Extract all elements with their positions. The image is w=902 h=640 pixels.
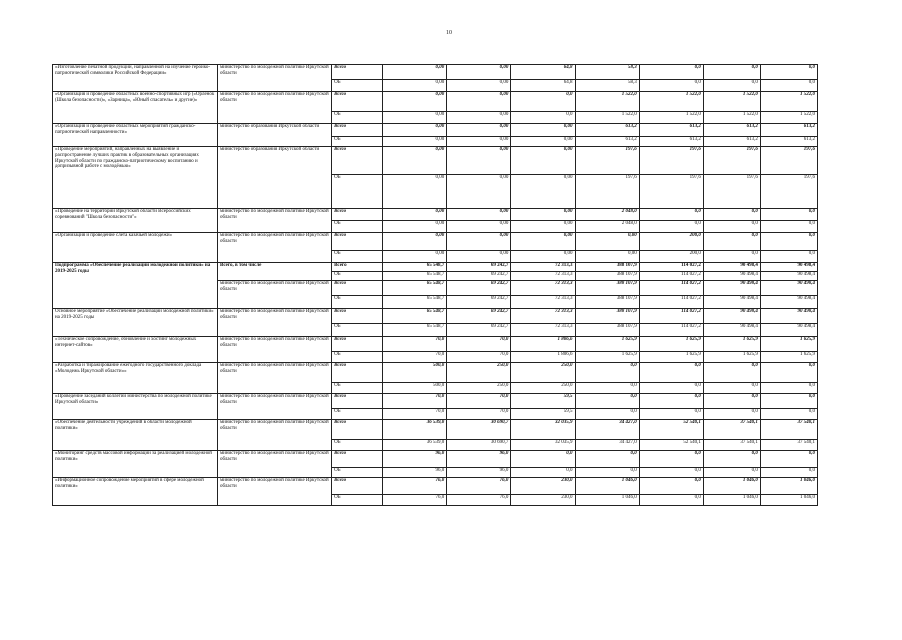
source-total-cell: Всего (332, 363, 383, 383)
value-cell: 1 625,9 (760, 337, 817, 352)
value-cell: 65 548,7 (383, 296, 447, 309)
value-cell: 90 498,4 (703, 324, 760, 337)
activity-cell: «Организация и проведение слета казачьей молодежи» (53, 233, 218, 263)
source-ob-cell: ОБ (332, 112, 383, 124)
activity-cell: «Разработка и тиражирование ежегодного государственного доклада «Молодежь Иркутской области»» (53, 363, 218, 394)
value-cell: 230,0 (511, 495, 575, 506)
value-cell: 90 498,4 (703, 272, 760, 281)
value-cell: 0,0 (575, 383, 639, 394)
value-cell: 0,00 (575, 233, 639, 251)
responsible-cell: министерство образования Иркутской области (218, 147, 332, 209)
value-cell: 0,00 (511, 175, 575, 209)
value-cell: 64,8 (511, 80, 575, 92)
source-ob-cell: ОБ (332, 272, 383, 281)
value-cell: 0,00 (447, 65, 511, 80)
value-cell: 76,0 (447, 495, 511, 506)
value-cell: 613,2 (575, 124, 639, 137)
value-cell: 0,0 (760, 209, 817, 221)
value-cell: 388 107,9 (575, 281, 639, 296)
value-cell: 52 540,1 (639, 440, 703, 451)
responsible-cell: министерство по молодежной политике Иркутской области (218, 394, 332, 420)
value-cell: 70,0 (447, 409, 511, 420)
table-row (53, 209, 818, 221)
value-cell: 613,2 (575, 137, 639, 147)
value-cell: 1 522,0 (575, 92, 639, 112)
source-ob-cell: ОБ (332, 175, 383, 209)
source-ob-cell: ОБ (332, 495, 383, 506)
value-cell: 0,00 (383, 137, 447, 147)
value-cell: 0,0 (511, 468, 575, 478)
value-cell: 32 035,9 (511, 440, 575, 451)
value-cell: 1 625,9 (703, 337, 760, 352)
value-cell: 90 498,4 (703, 309, 760, 324)
value-cell: 2 048,0 (575, 209, 639, 221)
value-cell: 1 046,0 (760, 495, 817, 506)
value-cell: 500,0 (383, 363, 447, 383)
activity-cell: «Техническое сопровождение, обновление и хостинг молодежных интернет-сайтов» (53, 337, 218, 363)
value-cell: 37 540,1 (760, 440, 817, 451)
responsible-cell: министерство по молодежной политике Иркутской области (218, 281, 332, 309)
value-cell: 0,0 (760, 451, 817, 468)
value-cell: 96,0 (447, 468, 511, 478)
table-row (53, 394, 818, 409)
value-cell: 1 046,0 (575, 478, 639, 495)
value-cell: 0,0 (639, 478, 703, 495)
value-cell: 0,00 (447, 124, 511, 137)
source-total-cell: Всего (332, 478, 383, 495)
activity-cell: «Проведение мероприятий, направленных на выявление и распространение лучших практик в образовательных организациях Иркутской области по гражданско-патриотическому воспитанию и допризывной работе с молодёжью» (53, 147, 218, 209)
value-cell: 0,00 (383, 80, 447, 92)
value-cell: 65 548,7 (383, 309, 447, 324)
table-row (53, 451, 818, 468)
value-cell: 0,0 (575, 468, 639, 478)
value-cell: 34 427,0 (575, 440, 639, 451)
value-cell: 65 548,7 (383, 263, 447, 272)
value-cell: 613,2 (703, 124, 760, 137)
value-cell: 96,0 (383, 468, 447, 478)
value-cell: 230,0 (511, 478, 575, 495)
value-cell: 0,00 (447, 233, 511, 251)
source-total-cell: Всего (332, 394, 383, 409)
source-total-cell: Всего (332, 309, 383, 324)
value-cell: 1 806,6 (511, 337, 575, 352)
value-cell: 0,0 (575, 451, 639, 468)
source-total-cell: Всего (332, 92, 383, 112)
source-ob-cell: ОБ (332, 251, 383, 263)
value-cell: 69 242,7 (447, 324, 511, 337)
value-cell: 250,0 (447, 383, 511, 394)
value-cell: 0,0 (703, 468, 760, 478)
source-ob-cell: ОБ (332, 409, 383, 420)
value-cell: 65 548,7 (383, 272, 447, 281)
value-cell: 613,2 (760, 137, 817, 147)
value-cell: 70,0 (383, 352, 447, 363)
value-cell: 388 107,9 (575, 324, 639, 337)
responsible-cell: министерство по молодежной политике Иркутской области (218, 209, 332, 233)
value-cell: 0,0 (575, 409, 639, 420)
value-cell: 0,0 (639, 409, 703, 420)
value-cell: 388 107,9 (575, 272, 639, 281)
value-cell: 30 690,7 (447, 440, 511, 451)
value-cell: 72 313,3 (511, 296, 575, 309)
value-cell: 0,00 (383, 251, 447, 263)
value-cell: 52 540,1 (639, 420, 703, 440)
value-cell: 70,0 (383, 394, 447, 409)
value-cell: 76,0 (383, 495, 447, 506)
value-cell: 0,0 (760, 233, 817, 251)
value-cell: 37 540,1 (760, 420, 817, 440)
value-cell: 72 313,3 (511, 281, 575, 296)
source-total-cell: Всего (332, 65, 383, 80)
activity-cell: Основное мероприятие «Обеспечение реализации молодежной политики» на 2019-2025 годы (53, 309, 218, 337)
table-row (53, 337, 818, 352)
value-cell: 1 806,6 (511, 352, 575, 363)
value-cell: 613,2 (760, 124, 817, 137)
value-cell: 0,0 (575, 363, 639, 383)
value-cell: 0,0 (760, 394, 817, 409)
value-cell: 114 027,2 (639, 309, 703, 324)
responsible-cell: министерство по молодежной политике Иркутской области (218, 233, 332, 263)
value-cell: 0,00 (511, 221, 575, 233)
value-cell: 0,00 (511, 233, 575, 251)
value-cell: 0,0 (639, 468, 703, 478)
value-cell: 0,0 (760, 468, 817, 478)
value-cell: 0,0 (639, 80, 703, 92)
value-cell: 36 539,0 (383, 440, 447, 451)
value-cell: 0,00 (511, 124, 575, 137)
table-row (53, 92, 818, 112)
value-cell: 0,0 (703, 65, 760, 80)
value-cell: 1 625,9 (703, 352, 760, 363)
value-cell: 0,0 (639, 209, 703, 221)
table-row (53, 147, 818, 175)
value-cell: 0,00 (447, 80, 511, 92)
value-cell: 0,0 (639, 363, 703, 383)
value-cell: 0,00 (447, 137, 511, 147)
value-cell: 0,00 (447, 112, 511, 124)
value-cell: 90 498,4 (703, 263, 760, 272)
value-cell: 1 522,0 (703, 92, 760, 112)
value-cell: 70,0 (383, 337, 447, 352)
value-cell: 0,00 (383, 147, 447, 175)
table-row (53, 124, 818, 137)
value-cell: 0,0 (511, 112, 575, 124)
value-cell: 0,0 (575, 394, 639, 409)
source-ob-cell: ОБ (332, 296, 383, 309)
source-total-cell: Всего (332, 124, 383, 137)
value-cell: 90 498,4 (703, 296, 760, 309)
source-total-cell: Всего (332, 281, 383, 296)
value-cell: 90 498,4 (760, 281, 817, 296)
activity-cell: «Проведение на территории Иркутской области Всероссийских соревнований "Школа безопасности"» (53, 209, 218, 233)
value-cell: 0,00 (575, 251, 639, 263)
value-cell: 114 027,2 (639, 272, 703, 281)
value-cell: 0,0 (703, 383, 760, 394)
activity-cell: «Изготовление печатной продукции, направленной на изучение героико-патриотической символики Российской Федерации» (53, 65, 218, 92)
value-cell: 0,00 (447, 251, 511, 263)
activity-cell: «Обеспечение деятельности учреждений в области молодежной политики» (53, 420, 218, 451)
value-cell: 70,0 (447, 394, 511, 409)
value-cell: 30 690,7 (447, 420, 511, 440)
source-total-cell: Всего (332, 420, 383, 440)
value-cell: 0,00 (447, 209, 511, 221)
value-cell: 90 498,4 (760, 296, 817, 309)
value-cell: 37 540,1 (703, 420, 760, 440)
value-cell: 114 027,2 (639, 263, 703, 272)
value-cell: 0,00 (383, 175, 447, 209)
value-cell: 72 313,3 (511, 272, 575, 281)
source-ob-cell: ОБ (332, 468, 383, 478)
value-cell: 70,0 (383, 409, 447, 420)
value-cell: 0,00 (383, 221, 447, 233)
value-cell: 1 522,0 (703, 112, 760, 124)
value-cell: 0,0 (760, 363, 817, 383)
value-cell: 1 625,9 (575, 352, 639, 363)
value-cell: 0,00 (511, 251, 575, 263)
responsible-cell: министерство по молодежной политике Иркутской области (218, 478, 332, 506)
source-total-cell: Всего (332, 451, 383, 468)
source-total-cell: Всего (332, 233, 383, 251)
value-cell: 0,0 (639, 383, 703, 394)
value-cell: 69 242,7 (447, 272, 511, 281)
value-cell: 250,0 (511, 383, 575, 394)
activity-cell: «Мониторинг средств массовой информации за реализацией молодежной политики» (53, 451, 218, 478)
value-cell: 613,2 (639, 137, 703, 147)
value-cell: 58,3 (575, 65, 639, 80)
source-ob-cell: ОБ (332, 80, 383, 92)
value-cell: 250,0 (511, 363, 575, 383)
value-cell: 0,0 (703, 251, 760, 263)
value-cell: 0,00 (447, 175, 511, 209)
table-row (53, 363, 818, 383)
value-cell: 90 498,4 (760, 309, 817, 324)
value-cell: 36 539,0 (383, 420, 447, 440)
value-cell: 59,5 (511, 409, 575, 420)
source-total-cell: Всего (332, 263, 383, 272)
value-cell: 0,00 (383, 92, 447, 112)
value-cell: 90 498,4 (760, 272, 817, 281)
source-total-cell: Всего (332, 209, 383, 221)
value-cell: 0,0 (760, 221, 817, 233)
value-cell: 76,0 (447, 478, 511, 495)
source-ob-cell: ОБ (332, 221, 383, 233)
value-cell: 1 522,0 (575, 112, 639, 124)
value-cell: 0,00 (511, 147, 575, 175)
value-cell: 72 313,3 (511, 263, 575, 272)
value-cell: 0,00 (447, 221, 511, 233)
value-cell: 69 242,7 (447, 281, 511, 296)
value-cell: 200,0 (639, 251, 703, 263)
value-cell: 72 313,3 (511, 324, 575, 337)
budget-table (52, 64, 818, 506)
value-cell: 197,6 (760, 147, 817, 175)
source-ob-cell: ОБ (332, 352, 383, 363)
value-cell: 2 048,0 (575, 221, 639, 233)
value-cell: 0,0 (703, 363, 760, 383)
table-row (53, 478, 818, 495)
value-cell: 37 540,1 (703, 440, 760, 451)
value-cell: 197,6 (760, 175, 817, 209)
value-cell: 1 625,9 (639, 337, 703, 352)
responsible-cell: министерство по молодежной политике Иркутской области (218, 309, 332, 337)
responsible-cell: министерство по молодежной политике Иркутской области (218, 363, 332, 394)
value-cell: 1 522,0 (639, 92, 703, 112)
page-number: 10 (446, 30, 452, 36)
value-cell: 500,0 (383, 383, 447, 394)
value-cell: 58,3 (575, 80, 639, 92)
value-cell: 34 427,0 (575, 420, 639, 440)
value-cell: 70,0 (447, 352, 511, 363)
value-cell: 0,00 (383, 233, 447, 251)
value-cell: 200,0 (639, 233, 703, 251)
value-cell: 114 027,2 (639, 324, 703, 337)
source-ob-cell: ОБ (332, 440, 383, 451)
activity-cell: «Проведение заседаний коллегии министерства по молодежной политике Иркутской области» (53, 394, 218, 420)
value-cell: 114 027,2 (639, 296, 703, 309)
value-cell: 197,6 (639, 175, 703, 209)
value-cell: 197,6 (703, 175, 760, 209)
value-cell: 32 035,9 (511, 420, 575, 440)
value-cell: 1 625,9 (575, 337, 639, 352)
value-cell: 0,0 (703, 209, 760, 221)
value-cell: 0,0 (703, 409, 760, 420)
value-cell: 90 498,4 (760, 324, 817, 337)
value-cell: 65 548,7 (383, 281, 447, 296)
value-cell: 0,0 (703, 221, 760, 233)
value-cell: 114 027,2 (639, 281, 703, 296)
source-total-cell: Всего (332, 147, 383, 175)
value-cell: 76,0 (383, 478, 447, 495)
value-cell: 613,2 (703, 137, 760, 147)
value-cell: 96,0 (383, 451, 447, 468)
value-cell: 69 242,7 (447, 263, 511, 272)
table-row (53, 65, 818, 80)
value-cell: 0,0 (639, 495, 703, 506)
value-cell: 0,0 (639, 394, 703, 409)
activity-cell: «Организация и проведение областных военно-спортивных игр («Орленок (Школа безопасности)», «Зарница», «Юный спасатель» и другие)» (53, 92, 218, 124)
value-cell: 388 107,9 (575, 309, 639, 324)
value-cell: 0,0 (511, 451, 575, 468)
value-cell: 0,0 (703, 451, 760, 468)
activity-cell: «Информационное сопровождение мероприятий в сфере молодежной политики» (53, 478, 218, 506)
value-cell: 0,0 (703, 394, 760, 409)
value-cell: 72 313,3 (511, 309, 575, 324)
value-cell: 0,0 (760, 80, 817, 92)
value-cell: 0,0 (703, 80, 760, 92)
value-cell: 1 046,0 (575, 495, 639, 506)
value-cell: 197,6 (639, 147, 703, 175)
value-cell: 90 498,4 (760, 263, 817, 272)
value-cell: 613,2 (639, 124, 703, 137)
value-cell: 69 242,7 (447, 296, 511, 309)
source-total-cell: Всего (332, 337, 383, 352)
value-cell: 197,6 (575, 175, 639, 209)
table-row (53, 263, 818, 272)
value-cell: 0,0 (703, 233, 760, 251)
value-cell: 0,0 (639, 65, 703, 80)
value-cell: 90 498,4 (703, 281, 760, 296)
value-cell: 0,0 (511, 92, 575, 112)
value-cell: 65 548,7 (383, 324, 447, 337)
value-cell: 0,00 (383, 65, 447, 80)
value-cell: 1 522,0 (760, 112, 817, 124)
responsible-cell: министерство по молодежной политике Иркутской области (218, 92, 332, 124)
value-cell: 1 625,9 (639, 352, 703, 363)
value-cell: 70,0 (447, 337, 511, 352)
value-cell: 1 046,0 (703, 495, 760, 506)
responsible-all-cell: Всего, в том числе (218, 263, 332, 281)
responsible-cell: министерство образования Иркутской области (218, 124, 332, 147)
value-cell: 0,0 (639, 451, 703, 468)
value-cell: 1 625,9 (760, 352, 817, 363)
value-cell: 59,5 (511, 394, 575, 409)
responsible-cell: министерство по молодежной политике Иркутской области (218, 420, 332, 451)
value-cell: 0,00 (383, 124, 447, 137)
value-cell: 0,0 (760, 251, 817, 263)
responsible-cell: министерство по молодежной политике Иркутской области (218, 337, 332, 363)
value-cell: 0,0 (760, 409, 817, 420)
value-cell: 1 522,0 (639, 112, 703, 124)
value-cell: 0,00 (447, 92, 511, 112)
responsible-cell: министерство по молодежной политике Иркутской области (218, 65, 332, 92)
value-cell: 69 242,7 (447, 309, 511, 324)
value-cell: 197,6 (703, 147, 760, 175)
value-cell: 1 046,0 (703, 478, 760, 495)
value-cell: 0,00 (511, 137, 575, 147)
value-cell: 0,00 (511, 209, 575, 221)
value-cell: 0,00 (383, 112, 447, 124)
table-row (53, 233, 818, 251)
value-cell: 1 046,0 (760, 478, 817, 495)
value-cell: 64,8 (511, 65, 575, 80)
value-cell: 0,0 (760, 383, 817, 394)
table-row (53, 309, 818, 324)
value-cell: 388 107,9 (575, 296, 639, 309)
source-ob-cell: ОБ (332, 324, 383, 337)
subprogram-title: Подпрограмма «Обеспечение реализации молодежной политики» на 2019-2025 годы (53, 263, 218, 309)
value-cell: 96,0 (447, 451, 511, 468)
source-ob-cell: ОБ (332, 383, 383, 394)
value-cell: 0,0 (639, 221, 703, 233)
value-cell: 0,00 (383, 209, 447, 221)
responsible-cell: министерство по молодежной политике Иркутской области (218, 451, 332, 478)
value-cell: 250,0 (447, 363, 511, 383)
value-cell: 388 107,9 (575, 263, 639, 272)
source-ob-cell: ОБ (332, 137, 383, 147)
activity-cell: «Организация и проведение областных мероприятий гражданско-патриотической направленности» (53, 124, 218, 147)
table-row (53, 420, 818, 440)
value-cell: 0,0 (760, 65, 817, 80)
value-cell: 197,6 (575, 147, 639, 175)
value-cell: 1 522,0 (760, 92, 817, 112)
value-cell: 0,00 (447, 147, 511, 175)
